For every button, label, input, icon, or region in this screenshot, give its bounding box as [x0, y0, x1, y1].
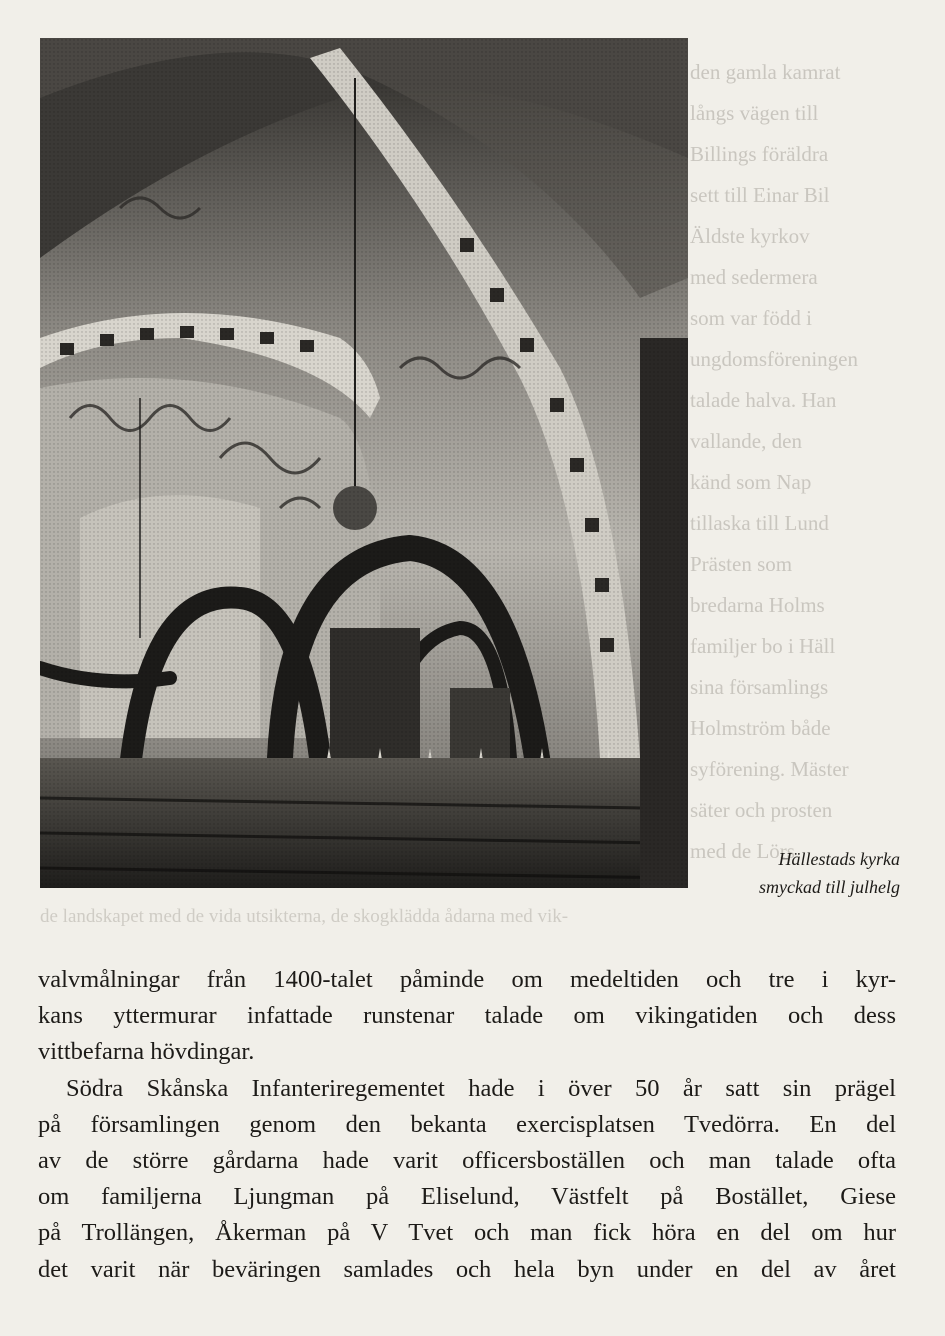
bleed-line: sett till Einar Bil [690, 183, 830, 207]
bleed-line: syförening. Mäster [690, 757, 849, 781]
text-line: valvmålningar från 1400-talet påminde om medeltiden och tre i kyr- [38, 966, 896, 993]
body-text [38, 962, 896, 1288]
text-line: på Trollängen, Åkerman på V Tvet och man fick höra en del om hur [38, 1219, 896, 1247]
bleed-line: med de Lörs [690, 839, 795, 863]
caption-line-2: smyckad till julhelg [759, 877, 900, 897]
text-line: om familjerna Ljungman på Eliselund, Västfelt på Bostället, Giese [38, 1183, 896, 1211]
bleed-through-lower: de landskapet med de vida utsikterna, de skogklädda ådarna med vik- [40, 906, 569, 927]
text-line: av de större gårdarna hade varit officersboställen och man talade ofta [38, 1146, 896, 1174]
bleed-line: Billings föräldra [690, 142, 829, 166]
text-line: Södra Skånska Infanteriregementet hade i över 50 år satt sin prägel [66, 1074, 896, 1102]
bleed-line: Äldste kyrkov [690, 224, 810, 248]
bleed-line: tillaska till Lund [690, 511, 829, 535]
bleed-line: med sedermera [690, 265, 818, 289]
text-line: vittbefarna hövdingar. [38, 1038, 255, 1066]
photo-illustration [40, 38, 688, 888]
bleed-line: den gamla kamrat [690, 60, 841, 84]
church-interior-photo [40, 38, 688, 888]
bleed-line: sina församlings [690, 675, 829, 699]
bleed-line: talade halva. Han [690, 388, 837, 412]
bleed-line: ungdomsföreningen [690, 347, 858, 371]
photo-caption [700, 845, 900, 901]
caption-line-1: Hällestads kyrka [778, 849, 900, 869]
text-line: kans yttermurar infattade runstenar talade om vikingatiden och dess [38, 1002, 896, 1030]
bleed-line: känd som Nap [690, 470, 812, 494]
bleed-through-text [690, 52, 930, 872]
bleed-line: Holmström både [690, 716, 831, 740]
bleed-line: som var född i [690, 306, 812, 330]
bleed-line: säter och prosten [690, 798, 833, 822]
bleed-line: familjer bo i Häll [690, 634, 836, 658]
text-line: det varit när beväringen samlades och hela byn under en del av året [38, 1255, 896, 1283]
bleed-line: vallande, den [690, 429, 802, 453]
bleed-line: Prästen som [690, 552, 793, 576]
text-line: på församlingen genom den bekanta exercisplatsen Tvedörra. En del [38, 1110, 896, 1138]
bleed-line: långs vägen till [690, 101, 819, 125]
bleed-line: bredarna Holms [690, 593, 825, 617]
